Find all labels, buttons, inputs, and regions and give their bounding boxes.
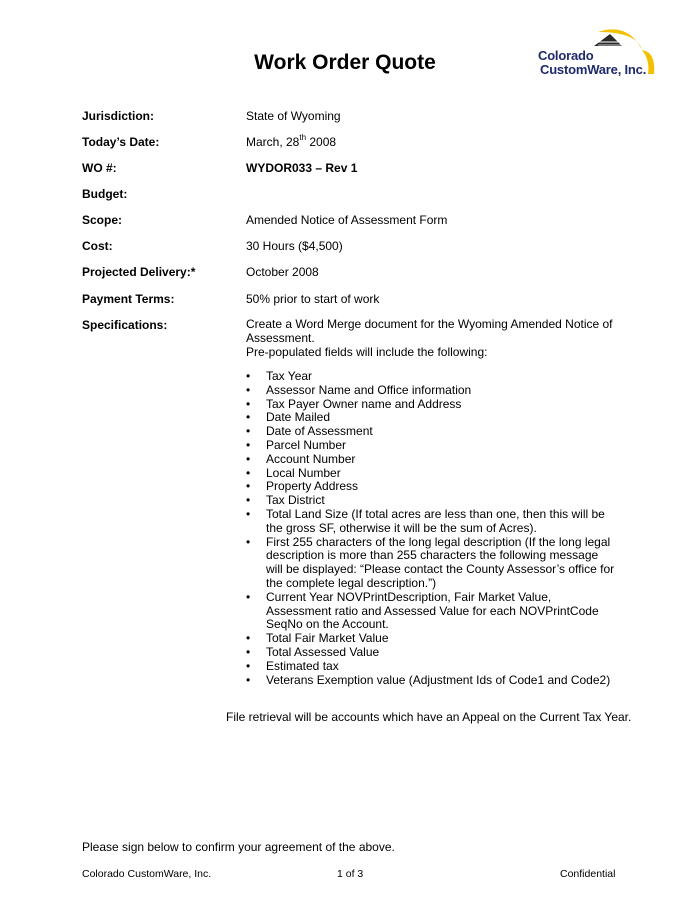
logo-text-line1: Colorado xyxy=(538,48,594,63)
list-item-text: Date of Assessment xyxy=(266,424,373,439)
list-item xyxy=(246,494,616,508)
specifications-intro-text: Create a Word Merge document for the Wyoming Amended Notice of Assessment. xyxy=(246,317,613,345)
list-item-text: Tax Year xyxy=(266,369,313,383)
retrieval-note: File retrieval will be accounts which have an Appeal on the Current Tax Year. xyxy=(226,710,632,724)
bullet-icon: • xyxy=(246,396,251,411)
bullet-icon: • xyxy=(246,534,251,549)
list-item-text: Veterans Exemption value (Adjustment Ids of Code1 and Code2) xyxy=(266,672,611,687)
list-item xyxy=(246,453,616,467)
bullet-icon: • xyxy=(246,451,251,466)
list-item-text: Current Year NOVPrintDescription, Fair Market Value, Assessment ratio and Assessed Value for each NOVPrintCode SeqNo on the Account. xyxy=(266,589,599,632)
bullet-icon: • xyxy=(246,465,251,480)
projected-delivery-value: October 2008 xyxy=(246,265,319,279)
todays-date-value xyxy=(246,135,336,149)
specifications-intro-text-2: Pre-populated fields will include the following: xyxy=(246,344,488,359)
list-item-text: Assessor Name and Office information xyxy=(266,382,472,397)
jurisdiction-label: Jurisdiction: xyxy=(82,109,155,123)
projected-delivery-label: Projected Delivery:* xyxy=(82,265,196,279)
bullet-icon: • xyxy=(246,589,251,604)
bullet-icon: • xyxy=(246,369,251,383)
scope-value: Amended Notice of Assessment Form xyxy=(246,213,448,227)
date-ordinal-suffix: th xyxy=(299,133,307,142)
list-item xyxy=(246,508,616,536)
bullet-icon: • xyxy=(246,437,251,452)
list-item-text: Date Mailed xyxy=(266,410,331,425)
payment-terms-label: Payment Terms: xyxy=(82,292,175,306)
specifications-intro xyxy=(246,318,616,359)
list-item xyxy=(246,425,616,439)
date-year: 2008 xyxy=(306,135,337,149)
list-item xyxy=(246,646,616,660)
list-item-text: Estimated tax xyxy=(266,658,339,673)
wo-number-value: WYDOR033 – Rev 1 xyxy=(246,161,358,175)
cost-label: Cost: xyxy=(82,239,113,253)
list-item-text: Total Fair Market Value xyxy=(266,631,389,646)
bullet-icon: • xyxy=(246,506,251,521)
bullet-icon: • xyxy=(246,644,251,659)
date-main: March, 28 xyxy=(246,135,300,149)
sign-instruction: Please sign below to confirm your agreement of the above. xyxy=(82,840,395,854)
payment-terms-value: 50% prior to start of work xyxy=(246,292,380,306)
company-logo xyxy=(536,22,666,80)
list-item-text: Tax Payer Owner name and Address xyxy=(266,396,462,411)
list-item xyxy=(246,660,616,674)
todays-date-label: Today’s Date: xyxy=(82,135,160,149)
list-item xyxy=(246,674,616,688)
bullet-icon: • xyxy=(246,631,251,646)
list-item-text: Local Number xyxy=(266,465,341,480)
list-item-text: Parcel Number xyxy=(266,437,347,452)
specifications-label: Specifications: xyxy=(82,318,168,332)
specifications-list xyxy=(246,370,616,687)
list-item xyxy=(246,398,616,412)
bullet-icon: • xyxy=(246,479,251,494)
bullet-icon: • xyxy=(246,424,251,439)
list-item xyxy=(246,370,616,384)
list-item xyxy=(246,591,616,632)
list-item xyxy=(246,439,616,453)
footer-classification: Confidential xyxy=(560,868,616,880)
page-title: Work Order Quote xyxy=(254,51,436,74)
bullet-icon: • xyxy=(246,658,251,673)
list-item-text: Total Assessed Value xyxy=(266,644,380,659)
list-item xyxy=(246,632,616,646)
list-item-text: Property Address xyxy=(266,479,359,494)
list-item xyxy=(246,411,616,425)
logo-text-line2: CustomWare, Inc. xyxy=(540,62,647,77)
list-item xyxy=(246,480,616,494)
bullet-icon: • xyxy=(246,672,251,687)
list-item-text: Total Land Size (If total acres are less than one, then this will be the gross SF, otherwise it will be the sum of Acres). xyxy=(266,506,605,535)
budget-label: Budget: xyxy=(82,187,128,201)
cost-value: 30 Hours ($4,500) xyxy=(246,239,343,253)
list-item-text: First 255 characters of the long legal description (If the long legal description is more than 255 characters the following message will be displayed: “Please contact the County Assessor’s office for the complete legal description.”) xyxy=(266,534,615,590)
list-item xyxy=(246,384,616,398)
bullet-icon: • xyxy=(246,410,251,425)
footer-company: Colorado CustomWare, Inc. xyxy=(82,868,212,880)
list-item-text: Account Number xyxy=(266,451,356,466)
wo-number-label: WO #: xyxy=(82,161,117,175)
list-item xyxy=(246,467,616,481)
list-item xyxy=(246,536,616,591)
jurisdiction-value: State of Wyoming xyxy=(246,109,341,123)
list-item-text: Tax District xyxy=(266,493,325,508)
bullet-icon: • xyxy=(246,493,251,508)
scope-label: Scope: xyxy=(82,213,123,227)
footer-page-number: 1 of 3 xyxy=(337,868,364,880)
bullet-icon: • xyxy=(246,382,251,397)
